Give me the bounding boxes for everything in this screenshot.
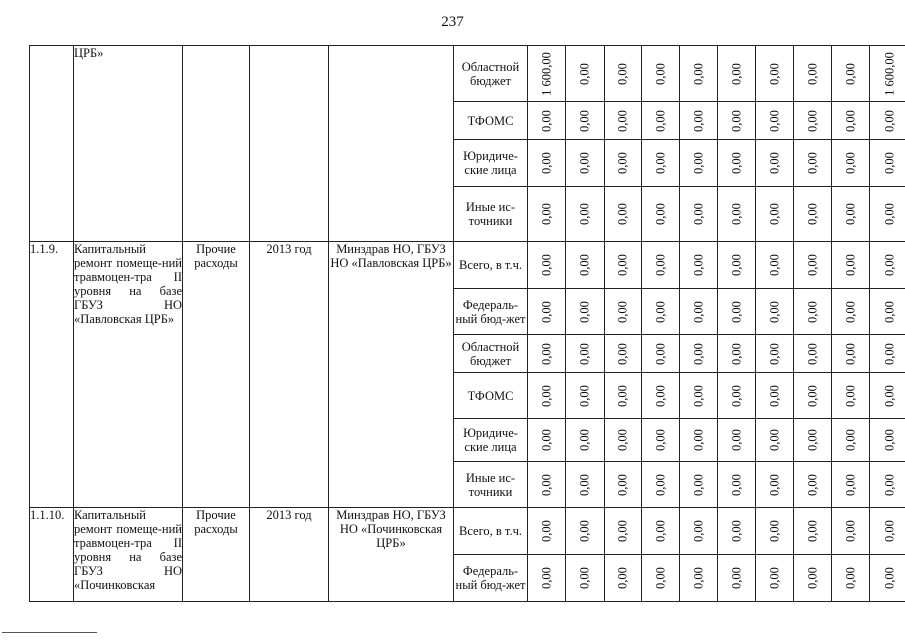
value-cell	[605, 140, 642, 187]
value-cell	[870, 46, 905, 102]
amount-value: 0,00	[615, 384, 630, 407]
budget-table	[29, 45, 905, 602]
value-cell	[680, 187, 718, 242]
value-cell	[642, 335, 680, 373]
amount-value: 0,00	[729, 473, 743, 496]
funding-source: Иные ис-точники	[454, 187, 528, 242]
funding-source: ТФОМС	[454, 102, 528, 140]
value-cell	[528, 187, 566, 242]
amount-value: 0,00	[691, 342, 705, 365]
value-cell	[718, 140, 756, 187]
amount-value: 1 600,00	[539, 51, 553, 96]
amount-value: 0,00	[539, 300, 553, 323]
amount-value: 0,00	[691, 109, 705, 132]
table-row	[30, 508, 905, 555]
value-cell	[756, 289, 794, 335]
value-cell	[680, 102, 718, 140]
value-cell	[605, 102, 642, 140]
amount-value: 0,00	[805, 342, 819, 365]
amount-value: 0,00	[882, 254, 896, 276]
amount-value: 0,00	[729, 152, 743, 174]
amount-value: 0,00	[805, 520, 819, 542]
value-cell	[756, 46, 794, 102]
value-cell	[605, 289, 642, 335]
amount-value: 0,00	[843, 152, 857, 174]
value-cell	[642, 555, 680, 602]
amount-value: 0,00	[539, 384, 553, 407]
value-cell	[680, 419, 718, 462]
value-cell	[528, 335, 566, 373]
amount-value: 1 600,00	[882, 51, 896, 96]
amount-value: 0,00	[729, 429, 743, 451]
value-cell	[794, 289, 832, 335]
amount-value: 0,00	[577, 300, 592, 323]
amount-value: 0,00	[577, 109, 592, 132]
amount-value: 0,00	[729, 384, 743, 407]
amount-value: 0,00	[767, 152, 781, 174]
value-cell	[566, 555, 605, 602]
amount-value: 0,00	[615, 62, 630, 85]
item-number: 1.1.10.	[30, 508, 74, 602]
value-cell	[718, 242, 756, 289]
table-row	[30, 242, 905, 289]
value-cell	[718, 555, 756, 602]
value-cell	[605, 46, 642, 102]
amount-value: 0,00	[539, 429, 553, 451]
amount-value: 0,00	[729, 520, 743, 542]
amount-value: 0,00	[615, 300, 630, 323]
value-cell	[605, 508, 642, 555]
amount-value: 0,00	[882, 109, 896, 132]
amount-value: 0,00	[805, 62, 819, 85]
amount-value: 0,00	[882, 300, 896, 323]
value-cell	[605, 242, 642, 289]
value-cell	[528, 555, 566, 602]
value-cell	[605, 335, 642, 373]
funding-source: Всего, в т.ч.	[454, 508, 528, 555]
value-cell	[680, 462, 718, 508]
value-cell	[756, 555, 794, 602]
amount-value: 0,00	[539, 520, 553, 542]
value-cell	[870, 462, 905, 508]
amount-value: 0,00	[691, 473, 705, 496]
item-name: Капитальный ремонт помеще-ний травмоцен-тра II уровня на базе ГБУЗ НО «Павловская ЦРБ»	[74, 242, 183, 508]
value-cell	[756, 419, 794, 462]
funding-source: Юридиче-ские лица	[454, 140, 528, 187]
value-cell	[870, 373, 905, 419]
amount-value: 0,00	[615, 520, 630, 542]
value-cell	[832, 508, 870, 555]
value-cell	[870, 187, 905, 242]
amount-value: 0,00	[843, 300, 857, 323]
amount-value: 0,00	[539, 342, 553, 365]
item-number: 1.1.9.	[30, 242, 74, 508]
value-cell	[566, 373, 605, 419]
amount-value: 0,00	[882, 520, 896, 542]
value-cell	[566, 46, 605, 102]
amount-value: 0,00	[767, 429, 781, 451]
value-cell	[642, 462, 680, 508]
amount-value: 0,00	[577, 254, 592, 276]
value-cell	[642, 373, 680, 419]
value-cell	[832, 242, 870, 289]
value-cell	[680, 335, 718, 373]
amount-value: 0,00	[577, 342, 592, 365]
amount-value: 0,00	[539, 152, 553, 174]
amount-value: 0,00	[691, 152, 705, 174]
amount-value: 0,00	[805, 429, 819, 451]
amount-value: 0,00	[843, 62, 857, 85]
amount-value: 0,00	[615, 109, 630, 132]
value-cell	[680, 508, 718, 555]
amount-value: 0,00	[767, 342, 781, 365]
value-cell	[870, 419, 905, 462]
amount-value: 0,00	[767, 300, 781, 323]
value-cell	[566, 508, 605, 555]
value-cell	[680, 373, 718, 419]
amount-value: 0,00	[843, 109, 857, 132]
amount-value: 0,00	[615, 567, 630, 589]
amount-value: 0,00	[843, 254, 857, 276]
amount-value: 0,00	[577, 473, 592, 496]
value-cell	[794, 140, 832, 187]
amount-value: 0,00	[615, 429, 630, 451]
value-cell	[566, 289, 605, 335]
value-cell	[756, 335, 794, 373]
amount-value: 0,00	[767, 254, 781, 276]
value-cell	[642, 102, 680, 140]
value-cell	[680, 140, 718, 187]
value-cell	[794, 46, 832, 102]
amount-value: 0,00	[843, 473, 857, 496]
value-cell	[832, 46, 870, 102]
value-cell	[832, 419, 870, 462]
value-cell	[794, 187, 832, 242]
amount-value: 0,00	[805, 254, 819, 276]
amount-value: 0,00	[691, 203, 705, 225]
amount-value: 0,00	[882, 567, 896, 589]
amount-value: 0,00	[805, 203, 819, 225]
amount-value: 0,00	[653, 152, 667, 174]
amount-value: 0,00	[577, 384, 592, 407]
value-cell	[756, 102, 794, 140]
item-number-cell	[30, 46, 74, 242]
item-name: Капитальный ремонт помеще-ний травмоцен-тра II уровня на базе ГБУЗ НО «Починковская	[74, 508, 183, 602]
amount-value: 0,00	[653, 520, 667, 542]
amount-value: 0,00	[843, 203, 857, 225]
page-number: 237	[441, 14, 464, 30]
amount-value: 0,00	[729, 567, 743, 589]
value-cell	[528, 462, 566, 508]
footer-rule	[2, 632, 97, 633]
amount-value: 0,00	[539, 473, 553, 496]
value-cell	[794, 508, 832, 555]
value-cell	[528, 289, 566, 335]
item-executor: Минздрав НО, ГБУЗ НО «Починковская ЦРБ»	[329, 508, 454, 602]
amount-value: 0,00	[843, 384, 857, 407]
value-cell	[528, 419, 566, 462]
value-cell	[870, 335, 905, 373]
funding-source: Юридиче-ские лица	[454, 419, 528, 462]
value-cell	[566, 187, 605, 242]
amount-value: 0,00	[691, 384, 705, 407]
amount-value: 0,00	[843, 567, 857, 589]
amount-value: 0,00	[653, 300, 667, 323]
value-cell	[642, 508, 680, 555]
value-cell	[756, 187, 794, 242]
amount-value: 0,00	[691, 62, 705, 85]
value-cell	[642, 419, 680, 462]
value-cell	[605, 555, 642, 602]
value-cell	[756, 242, 794, 289]
value-cell	[832, 555, 870, 602]
value-cell	[605, 373, 642, 419]
value-cell	[794, 102, 832, 140]
amount-value: 0,00	[653, 429, 667, 451]
amount-value: 0,00	[729, 342, 743, 365]
amount-value: 0,00	[539, 567, 553, 589]
value-cell	[605, 187, 642, 242]
amount-value: 0,00	[577, 62, 592, 85]
amount-value: 0,00	[767, 203, 781, 225]
value-cell	[528, 373, 566, 419]
amount-value: 0,00	[653, 384, 667, 407]
item-year: 2013 год	[250, 508, 329, 602]
value-cell	[832, 140, 870, 187]
amount-value: 0,00	[615, 203, 630, 225]
funding-source: Областной бюджет	[454, 335, 528, 373]
item-name: ЦРБ»	[74, 46, 183, 242]
value-cell	[566, 102, 605, 140]
amount-value: 0,00	[805, 152, 819, 174]
expense-type-cell	[183, 46, 250, 242]
amount-value: 0,00	[805, 473, 819, 496]
amount-value: 0,00	[653, 342, 667, 365]
value-cell	[870, 242, 905, 289]
value-cell	[528, 46, 566, 102]
amount-value: 0,00	[653, 203, 667, 225]
value-cell	[528, 102, 566, 140]
expense-type: Прочие расходы	[183, 508, 250, 602]
amount-value: 0,00	[577, 520, 592, 542]
value-cell	[870, 508, 905, 555]
amount-value: 0,00	[691, 429, 705, 451]
amount-value: 0,00	[653, 473, 667, 496]
item-year: 2013 год	[250, 242, 329, 508]
value-cell	[680, 46, 718, 102]
funding-source: Областной бюджет	[454, 46, 528, 102]
value-cell	[680, 242, 718, 289]
amount-value: 0,00	[805, 567, 819, 589]
amount-value: 0,00	[577, 429, 592, 451]
amount-value: 0,00	[691, 520, 705, 542]
value-cell	[756, 140, 794, 187]
amount-value: 0,00	[843, 429, 857, 451]
value-cell	[794, 242, 832, 289]
amount-value: 0,00	[882, 473, 896, 496]
amount-value: 0,00	[653, 567, 667, 589]
amount-value: 0,00	[767, 384, 781, 407]
amount-value: 0,00	[653, 62, 667, 85]
amount-value: 0,00	[691, 567, 705, 589]
amount-value: 0,00	[767, 520, 781, 542]
value-cell	[718, 46, 756, 102]
value-cell	[832, 462, 870, 508]
amount-value: 0,00	[577, 203, 592, 225]
amount-value: 0,00	[615, 473, 630, 496]
amount-value: 0,00	[539, 109, 553, 132]
amount-value: 0,00	[805, 109, 819, 132]
value-cell	[642, 140, 680, 187]
value-cell	[528, 140, 566, 187]
value-cell	[756, 373, 794, 419]
value-cell	[566, 140, 605, 187]
value-cell	[680, 555, 718, 602]
value-cell	[756, 508, 794, 555]
value-cell	[794, 555, 832, 602]
amount-value: 0,00	[653, 254, 667, 276]
amount-value: 0,00	[691, 254, 705, 276]
funding-source: Всего, в т.ч.	[454, 242, 528, 289]
amount-value: 0,00	[882, 384, 896, 407]
value-cell	[794, 462, 832, 508]
value-cell	[566, 462, 605, 508]
value-cell	[718, 462, 756, 508]
amount-value: 0,00	[805, 384, 819, 407]
amount-value: 0,00	[767, 109, 781, 132]
value-cell	[642, 242, 680, 289]
value-cell	[832, 335, 870, 373]
amount-value: 0,00	[767, 473, 781, 496]
amount-value: 0,00	[615, 342, 630, 365]
amount-value: 0,00	[843, 520, 857, 542]
value-cell	[566, 419, 605, 462]
funding-source: Иные ис-точники	[454, 462, 528, 508]
amount-value: 0,00	[805, 300, 819, 323]
value-cell	[832, 102, 870, 140]
amount-value: 0,00	[729, 203, 743, 225]
value-cell	[718, 102, 756, 140]
value-cell	[718, 508, 756, 555]
amount-value: 0,00	[539, 254, 553, 276]
value-cell	[566, 335, 605, 373]
value-cell	[718, 419, 756, 462]
value-cell	[870, 140, 905, 187]
amount-value: 0,00	[882, 429, 896, 451]
value-cell	[718, 187, 756, 242]
amount-value: 0,00	[539, 203, 553, 225]
value-cell	[642, 187, 680, 242]
amount-value: 0,00	[577, 152, 592, 174]
value-cell	[794, 373, 832, 419]
table-row	[30, 46, 905, 102]
value-cell	[528, 242, 566, 289]
value-cell	[680, 289, 718, 335]
value-cell	[605, 462, 642, 508]
amount-value: 0,00	[882, 342, 896, 365]
amount-value: 0,00	[882, 152, 896, 174]
amount-value: 0,00	[577, 567, 592, 589]
value-cell	[832, 373, 870, 419]
value-cell	[794, 335, 832, 373]
value-cell	[528, 508, 566, 555]
item-executor: Минздрав НО, ГБУЗ НО «Павловская ЦРБ»	[329, 242, 454, 508]
amount-value: 0,00	[729, 62, 743, 85]
value-cell	[718, 373, 756, 419]
amount-value: 0,00	[767, 567, 781, 589]
value-cell	[642, 46, 680, 102]
value-cell	[566, 242, 605, 289]
amount-value: 0,00	[729, 300, 743, 323]
amount-value: 0,00	[691, 300, 705, 323]
funding-source: Федераль-ный бюд-жет	[454, 555, 528, 602]
amount-value: 0,00	[615, 254, 630, 276]
amount-value: 0,00	[615, 152, 630, 174]
funding-source: Федераль-ный бюд-жет	[454, 289, 528, 335]
executor-cell	[329, 46, 454, 242]
amount-value: 0,00	[729, 109, 743, 132]
expense-type: Прочие расходы	[183, 242, 250, 508]
value-cell	[642, 289, 680, 335]
value-cell	[718, 289, 756, 335]
value-cell	[756, 462, 794, 508]
value-cell	[870, 102, 905, 140]
value-cell	[794, 419, 832, 462]
amount-value: 0,00	[653, 109, 667, 132]
amount-value: 0,00	[729, 254, 743, 276]
amount-value: 0,00	[882, 203, 896, 225]
value-cell	[870, 289, 905, 335]
amount-value: 0,00	[767, 62, 781, 85]
year-cell	[250, 46, 329, 242]
value-cell	[870, 555, 905, 602]
funding-source: ТФОМС	[454, 373, 528, 419]
amount-value: 0,00	[843, 342, 857, 365]
value-cell	[718, 335, 756, 373]
value-cell	[832, 289, 870, 335]
value-cell	[832, 187, 870, 242]
value-cell	[605, 419, 642, 462]
